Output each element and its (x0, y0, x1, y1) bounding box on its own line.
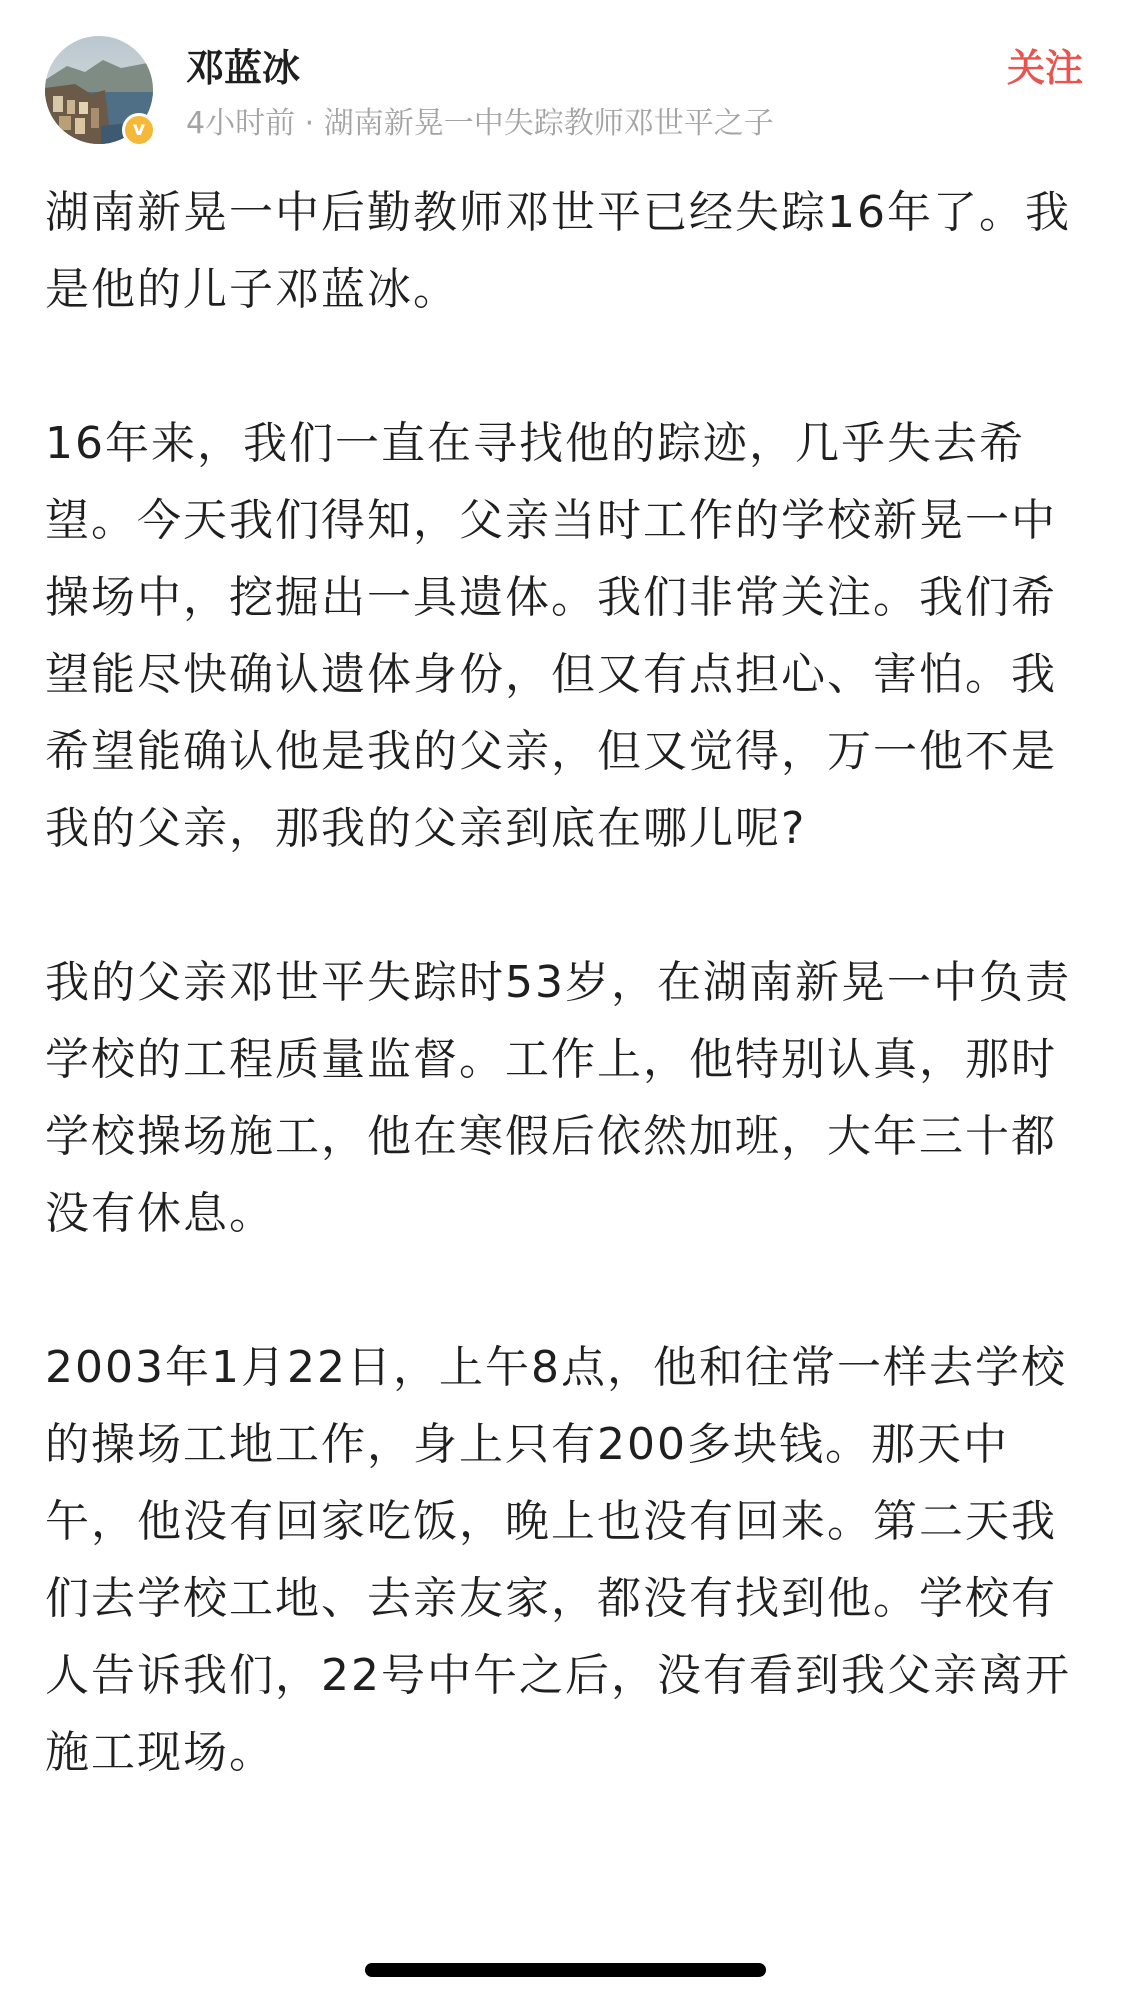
follow-button[interactable]: 关注 (1006, 46, 1083, 90)
post-meta (186, 104, 774, 144)
post-paragraph-1: 湖南新晃一中后勤教师邓世平已经失踪16年了。我是他的儿子邓蓝冰。 (45, 187, 1071, 315)
post-time: 4小时前 (186, 106, 296, 141)
author-name[interactable]: 邓蓝冰 (186, 46, 301, 90)
author-description: 湖南新晃一中失踪教师邓世平之子 (323, 106, 774, 141)
meta-separator: · (304, 106, 315, 141)
post-paragraph-3: 我的父亲邓世平失踪时53岁，在湖南新晃一中负责学校的工程质量监督。工作上，他特别认真，那时学校操场施工，他在寒假后依然加班，大年三十都没有休息。 (45, 957, 1071, 1239)
post-paragraph-4: 2003年1月22日，上午8点，他和往常一样去学校的操场工地工作，身上只有200多块钱。那天中午，他没有回家吃饭，晚上也没有回来。第二天我们去学校工地、去亲友家，都没有找到他。学校有人告诉我们，22号中午之后，没有看到我父亲离开施工现场。 (45, 1342, 1071, 1778)
post-paragraph-2: 16年来，我们一直在寻找他的踪迹，几乎失去希望。今天我们得知，父亲当时工作的学校新晃一中操场中，挖掘出一具遗体。我们非常关注。我们希望能尽快确认遗体身份，但又有点担心、害怕。我希望能确认他是我的父亲，但又觉得，万一他不是我的父亲，那我的父亲到底在哪儿呢? (45, 418, 1057, 854)
post-header (45, 34, 1085, 149)
post-body (45, 174, 1085, 1868)
verified-badge-icon: v (122, 113, 156, 147)
home-indicator[interactable] (365, 1963, 766, 1977)
